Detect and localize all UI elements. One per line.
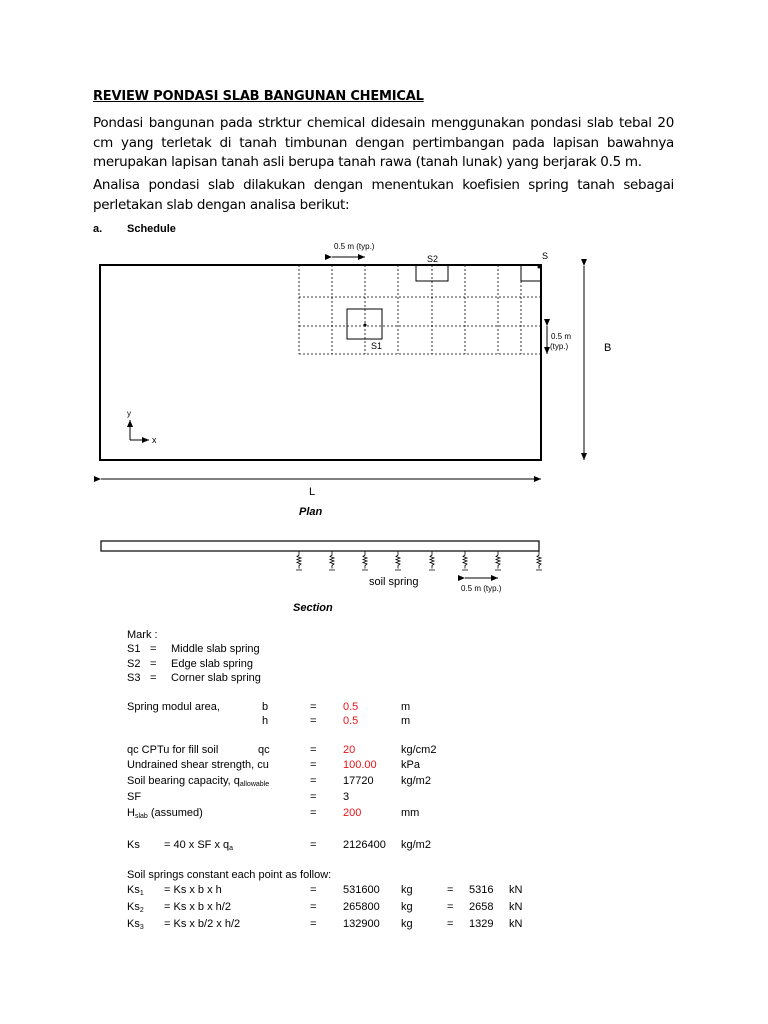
- hslab-eq: =: [310, 807, 317, 819]
- spring-area-h-sym: h: [262, 715, 269, 727]
- qa-value: 17720: [343, 775, 374, 787]
- schedule-letter: a.: [93, 223, 103, 235]
- ks-label: Ks: [127, 839, 140, 851]
- spring-area-label: Spring modul area,: [127, 701, 220, 713]
- cu-value: 100.00: [343, 759, 377, 771]
- section-spacing-label: 0.5 m (typ.): [461, 584, 502, 593]
- qc-value: 20: [343, 744, 356, 756]
- ks-value: 2126400: [343, 839, 386, 851]
- spring-area-b-value: 0.5: [343, 701, 359, 713]
- soil-spring-label: soil spring: [369, 576, 419, 588]
- mark-code-s1: S1: [127, 643, 141, 655]
- ks2-kn-unit: kN: [509, 901, 523, 913]
- qa-eq: =: [310, 775, 317, 787]
- grid-spacing-label: 0.5 m (typ.): [334, 242, 375, 251]
- ks1-kg-unit: kg: [401, 884, 413, 896]
- mark-eq-s2: =: [150, 658, 157, 670]
- mark-heading: Mark :: [127, 629, 158, 641]
- mark-eq-s3: =: [150, 672, 157, 684]
- vertical-spacing-label-1: 0.5 m: [551, 332, 572, 341]
- ks-formula: = 40 x SF x $q_a$: [164, 839, 234, 852]
- qc-unit: kg/cm2: [401, 744, 437, 756]
- sf-eq: =: [310, 791, 317, 803]
- ks3-kn-unit: kN: [509, 918, 523, 930]
- mark-desc-s2: Edge slab spring: [171, 658, 253, 670]
- ks3-eq: =: [310, 918, 317, 930]
- cu-label: Undrained shear strength, cu: [127, 759, 269, 771]
- soil-spring-row: [296, 551, 542, 570]
- hslab-label: $H_{slab}$ (assumed): [127, 807, 203, 820]
- spring-area-h-unit: m: [401, 715, 411, 727]
- cu-unit: kPa: [401, 759, 420, 771]
- ks3-kg: 132900: [343, 918, 380, 930]
- qa-label: Soil bearing capacity, $q_{allowable}$: [127, 775, 270, 788]
- ks1-kg: 531600: [343, 884, 380, 896]
- spring-area-b-eq: =: [310, 701, 317, 713]
- s2-label: S2: [427, 254, 439, 264]
- analysis-paragraph: Analisa pondasi slab dilakukan dengan menentukan koefisien spring tanah sebagai perletakan slab dengan analisa berikut:: [93, 177, 674, 213]
- spring-area-h-eq: =: [310, 715, 317, 727]
- ks3-kg-unit: kg: [401, 918, 413, 930]
- plan-caption: Plan: [299, 506, 323, 518]
- hslab-value: 200: [343, 807, 362, 819]
- ks1-kn-unit: kN: [509, 884, 523, 896]
- section-caption: Section: [293, 602, 333, 614]
- spring-area-b-unit: m: [401, 701, 411, 713]
- ks2-label: $Ks_2$: [127, 901, 144, 914]
- document-title: REVIEW PONDASI SLAB BANGUNAN CHEMICAL: [93, 89, 424, 104]
- spring-grid: [299, 265, 541, 354]
- mark-desc-s1: Middle slab spring: [171, 643, 260, 655]
- axis-x-label: x: [152, 435, 157, 445]
- s1-label: S1: [371, 341, 383, 351]
- ks3-label: $Ks_3$: [127, 918, 144, 931]
- section-slab: [101, 541, 539, 551]
- sf-value: 3: [343, 791, 350, 803]
- schedule-heading: Schedule: [127, 223, 176, 235]
- qa-unit: kg/m2: [401, 775, 431, 787]
- ks2-kg-unit: kg: [401, 901, 413, 913]
- hslab-unit: mm: [401, 807, 420, 819]
- s3-label: S: [542, 251, 549, 261]
- ks3-kn: 1329: [469, 918, 494, 930]
- ks2-kn: 2658: [469, 901, 494, 913]
- dimension-b-label: B: [604, 342, 612, 354]
- qc-eq: =: [310, 744, 317, 756]
- ks1-eq: =: [310, 884, 317, 896]
- mark-eq-s1: =: [150, 643, 157, 655]
- ks2-formula: = Ks x b x h/2: [164, 901, 231, 913]
- qc-label: qc CPTu for fill soil: [127, 744, 219, 756]
- plan-slab-outline: [100, 265, 541, 460]
- ks2-eq2: =: [447, 901, 454, 913]
- constants-heading: Soil springs constant each point as follow:: [127, 869, 332, 881]
- ks2-kg: 265800: [343, 901, 380, 913]
- sf-label: SF: [127, 791, 142, 803]
- cu-eq: =: [310, 759, 317, 771]
- qc-sym: qc: [258, 744, 270, 756]
- ks1-label: $Ks_1$: [127, 884, 144, 897]
- ks1-eq2: =: [447, 884, 454, 896]
- ks1-formula: = Ks x b x h: [164, 884, 222, 896]
- spring-area-h-value: 0.5: [343, 715, 359, 727]
- dimension-l-label: L: [309, 486, 316, 498]
- ks1-kn: 5316: [469, 884, 494, 896]
- ks-eq: =: [310, 839, 317, 851]
- vertical-spacing-label-2: (typ.): [550, 342, 569, 351]
- ks3-eq2: =: [447, 918, 454, 930]
- axis-y-label: y: [127, 409, 131, 418]
- ks-unit: kg/m2: [401, 839, 431, 851]
- mark-code-s3: S3: [127, 672, 141, 684]
- ks2-eq: =: [310, 901, 317, 913]
- intro-paragraph: Pondasi bangunan pada strktur chemical didesain menggunakan pondasi slab tebal 20 cm yang terletak di tanah timbunan dengan pertimbangan pada lapisan bawahnya merupakan lapisan tanah asli berupa tanah rawa (tanah lunak) yang berjarak 0.5 m.: [93, 115, 674, 170]
- spring-area-b-sym: b: [262, 701, 269, 713]
- mark-desc-s3: Corner slab spring: [171, 672, 261, 684]
- ks3-formula: = Ks x b/2 x h/2: [164, 918, 241, 930]
- mark-code-s2: S2: [127, 658, 141, 670]
